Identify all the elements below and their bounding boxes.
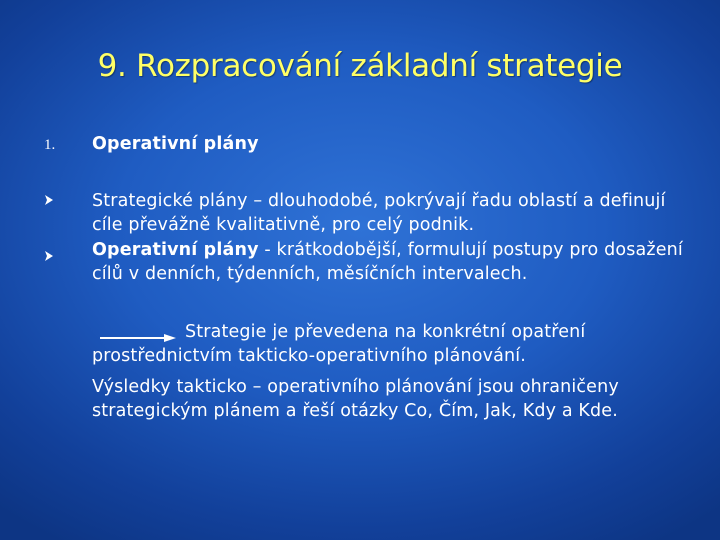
bullet-operative-plans-desc: - krátkodobější, formulují postupy pro dosažení cílů v denních, týdenních, měsíčních intervalech. — [92, 240, 683, 284]
arrowhead-bullet-icon — [44, 194, 54, 209]
arrowhead-bullet-icon — [44, 250, 54, 265]
bullet-operative-plans — [92, 238, 692, 286]
bullet-operative-plans-term: Operativní plány — [92, 240, 259, 260]
bullet-strategic-plans: Strategické plány – dlouhodobé, pokrývají řadu oblastí a definují cíle převážně kvalitativně, pro celý podnik. — [92, 191, 666, 235]
tactical-results-paragraph: Výsledky takticko – operativního plánování jsou ohraničeny strategickým plánem a řeší otázky Co, Čím, Jak, Kdy a Kde. — [92, 377, 619, 421]
slide-title: 9. Rozpracování základní strategie — [97, 48, 623, 84]
section-heading: Operativní plány — [92, 134, 259, 154]
strategy-conversion-paragraph: Strategie je převedena na konkrétní opatření prostřednictvím takticko-operativního plánování. — [92, 322, 586, 366]
number-marker: 1. — [44, 137, 56, 153]
